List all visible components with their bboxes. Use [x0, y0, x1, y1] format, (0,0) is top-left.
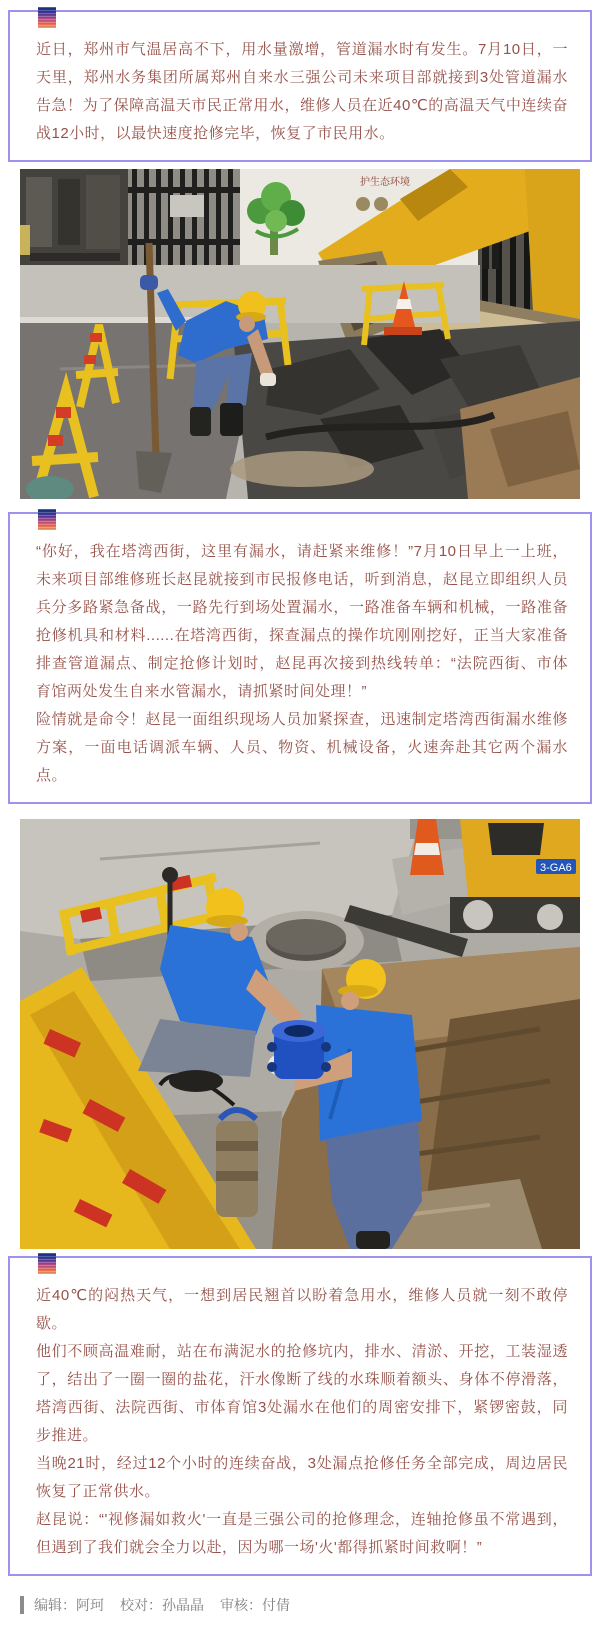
- photo-pipe-repair-digging[interactable]: [20, 169, 580, 499]
- photo-pipe-repair-clamp[interactable]: [20, 819, 580, 1249]
- gradient-flag-icon: [38, 1253, 56, 1274]
- blue-glove: [140, 275, 158, 290]
- wall-text: 护生态环境: [360, 177, 410, 188]
- intro-text-box: [8, 10, 592, 162]
- conclusion-paragraph-1: 近40℃的闷热天气，一想到居民翘首以盼着急用水，维修人员就一刻不敢停歇。: [36, 1287, 568, 1332]
- face: [230, 923, 248, 941]
- conclusion-paragraph-3: 当晚21时，经过12个小时的连续奋战，3处漏点抢修任务全部完成，周边居民恢复了正常供水。: [36, 1455, 568, 1500]
- iron-fence: [128, 169, 240, 265]
- proofreader-credit: 校对：孙晶晶: [120, 1597, 204, 1613]
- face: [341, 992, 359, 1010]
- gradient-flag-icon: [38, 509, 56, 530]
- boot: [356, 1231, 390, 1249]
- conclusion-paragraph-2: 他们不顾高温难耐，站在布满泥水的抢修坑内，排水、清淤、开挖，工装湿透了，结出了一圈一圈的盐花，汗水像断了线的水珠顺着额头、身体不停滑落，塔湾西街、法院西街、市体育馆3处漏水在他们的周密安排下，紧锣密鼓，同步推进。: [36, 1343, 568, 1444]
- face: [239, 316, 255, 332]
- white-glove: [260, 373, 276, 386]
- boot: [190, 407, 211, 436]
- storefronts: [20, 169, 128, 271]
- shoe: [169, 1070, 223, 1092]
- editor-credit: 编辑：阿珂: [34, 1597, 104, 1613]
- article-page: [0, 10, 600, 1616]
- water-puddle: [230, 451, 374, 487]
- credits-footer: [20, 1594, 600, 1616]
- story-paragraph-2: 险情就是命令！赵昆一面组织现场人员加紧探查，迅速制定塔湾西街漏水维修方案，一面电话调派车辆、人员、物资、机械设备，火速奔赴其它两个漏水点。: [36, 711, 568, 784]
- footer-accent-bar: [20, 1596, 24, 1614]
- story-text-box: [8, 512, 592, 804]
- intro-paragraph: 近日，郑州市气温居高不下，用水量激增，管道漏水时有发生。7月10日，一天里，郑州水务集团所属郑州自来水三强公司未来项目部就接到3处管道漏水告急！为了保障高温天市民正常用水，维修人员在近40℃的高温天气中连续奋战12小时，以最快速度抢修完毕，恢复了市民用水。: [36, 41, 568, 142]
- gradient-flag-icon: [38, 7, 56, 28]
- boot: [220, 403, 243, 436]
- conclusion-text-box: [8, 1256, 592, 1576]
- conclusion-paragraph-4: 赵昆说：“'视修漏如救火'一直是三强公司的抢修理念，连轴抢修虽不常遇到，但遇到了我们就会全力以赴，因为哪一场'火'都得抓紧时间救啊！”: [36, 1511, 568, 1556]
- license-plate-text: 3-GA6: [540, 862, 572, 874]
- story-paragraph-1: “你好，我在塔湾西街，这里有漏水，请赶紧来维修！”7月10日早上一上班，未来项目部维修班长赵昆就接到市民报修电话，听到消息，赵昆立即组织人员兵分多路紧急备战，一路先行到场处置漏水，一路准备车辆和机械，一路准备抢修机具和材料......在塔湾西街，探查漏点的操作坑刚刚挖好，正当大家准备排查管道漏点、制定抢修计划时，赵昆再次接到热线转单：“法院西街、市体育馆两处发生自来水管漏水，请抓紧时间处理！”: [36, 543, 568, 700]
- reviewer-credit: 审核：付倩: [220, 1597, 290, 1613]
- blue-pipe-clamp: [267, 1020, 331, 1079]
- loader-machine: [450, 819, 580, 933]
